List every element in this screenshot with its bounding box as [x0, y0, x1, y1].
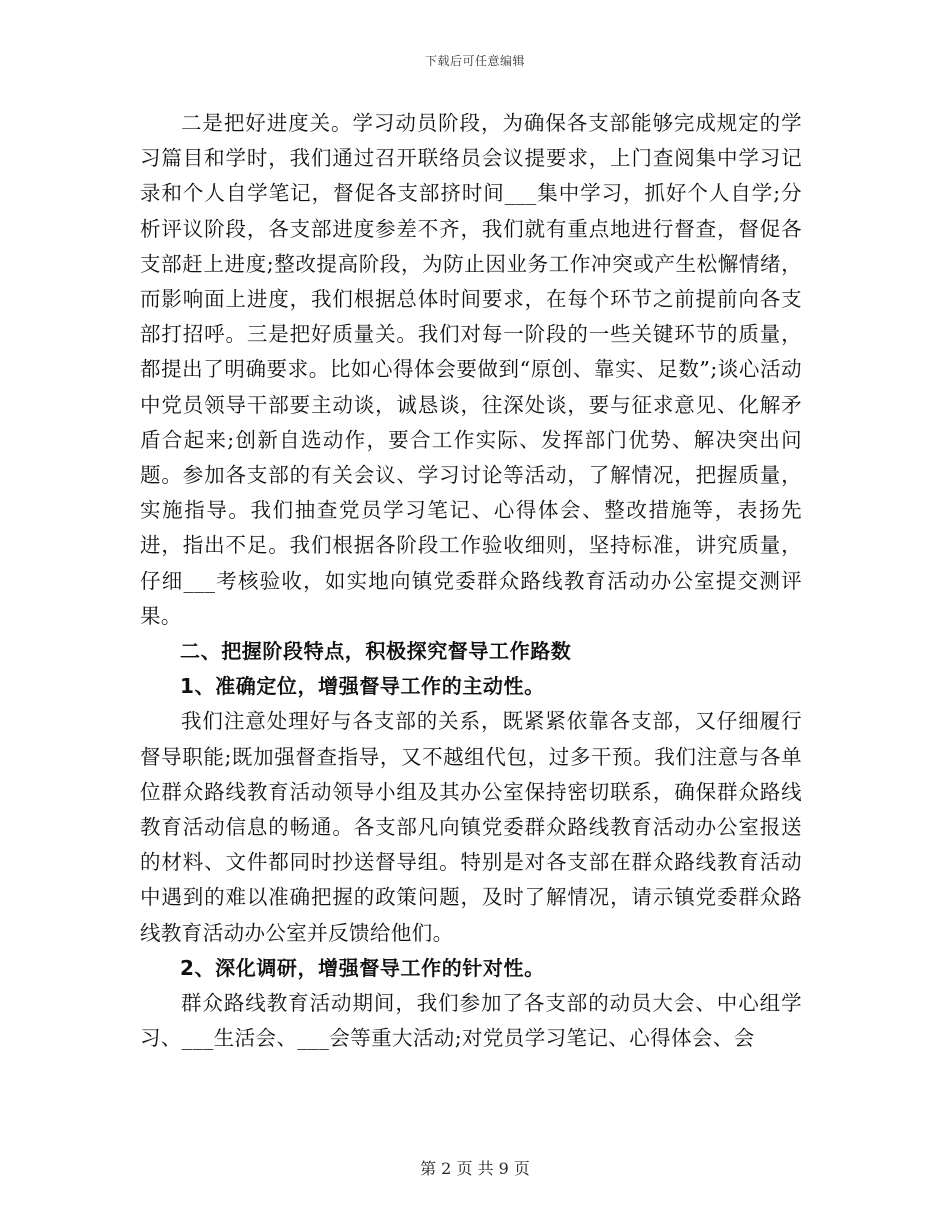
page-header-note: 下载后可任意编辑 — [424, 54, 525, 68]
paragraph-progress-quality: 二是把好进度关。学习动员阶段，为确保各支部能够完成规定的学习篇目和学时，我们通过召开联络员会议提要求，上门查阅集中学习记录和个人自学笔记，督促各支部挤时间___集中学习，抓好个人自学;分析评议阶段，各支部进度参差不齐，我们就有重点地进行督查，督促各支部赶上进度;整改提高阶段，为防止因业务工作冲突或产生松懈情绪，而影响面上进度，我们根据总体时间要求，在每个环节之前提前向各支部打招呼。三是把好质量关。我们对每一阶段的一些关键环节的质量，都提出了明确要求。比如心得体会要做到“原创、靠实、足数”;谈心活动中党员领导干部要主动谈，诚恳谈，往深处谈，要与征求意见、化解矛盾合起来;创新自选动作，要合工作实际、发挥部门优势、解决突出问题。参加各支部的有关会议、学习讨论等活动，了解情况，把握质量，实施指导。我们抽查党员学习笔记、心得体会、整改措施等，表扬先进，指出不足。我们根据各阶段工作验收细则，坚持标准，讲究质量，仔细___考核验收，如实地向镇党委群众路线教育活动办公室提交测评果。 — [140, 111, 802, 628]
section-heading-2: 二、把握阶段特点，积极探究督导工作路数 — [180, 639, 572, 664]
paragraph-positioning: 我们注意处理好与各支部的关系，既紧紧依靠各支部，又仔细履行督导职能;既加强督查指导，又不越组代包，过多干预。我们注意与各单位群众路线教育活动领导小组及其办公室保持密切联系，确保群众路线教育活动信息的畅通。各支部凡向镇党委群众路线教育活动办公室报送的材料、文件都同时抄送督导组。特别是对各支部在群众路线教育活动中遇到的难以准确把握的政策问题，及时了解情况，请示镇党委群众路线教育活动办公室并反馈给他们。 — [140, 709, 802, 945]
paragraph-research: 群众路线教育活动期间，我们参加了各支部的动员大会、中心组学习、___生活会、___会等重大活动;对党员学习笔记、心得体会、会 — [140, 991, 802, 1051]
subheading-2: 2、深化调研，增强督导工作的针对性。 — [180, 955, 545, 980]
page-number: 第 2 页 共 9 页 — [420, 1159, 530, 1178]
subheading-1: 1、准确定位，增强督导工作的主动性。 — [180, 674, 545, 699]
document-body — [140, 106, 802, 1056]
